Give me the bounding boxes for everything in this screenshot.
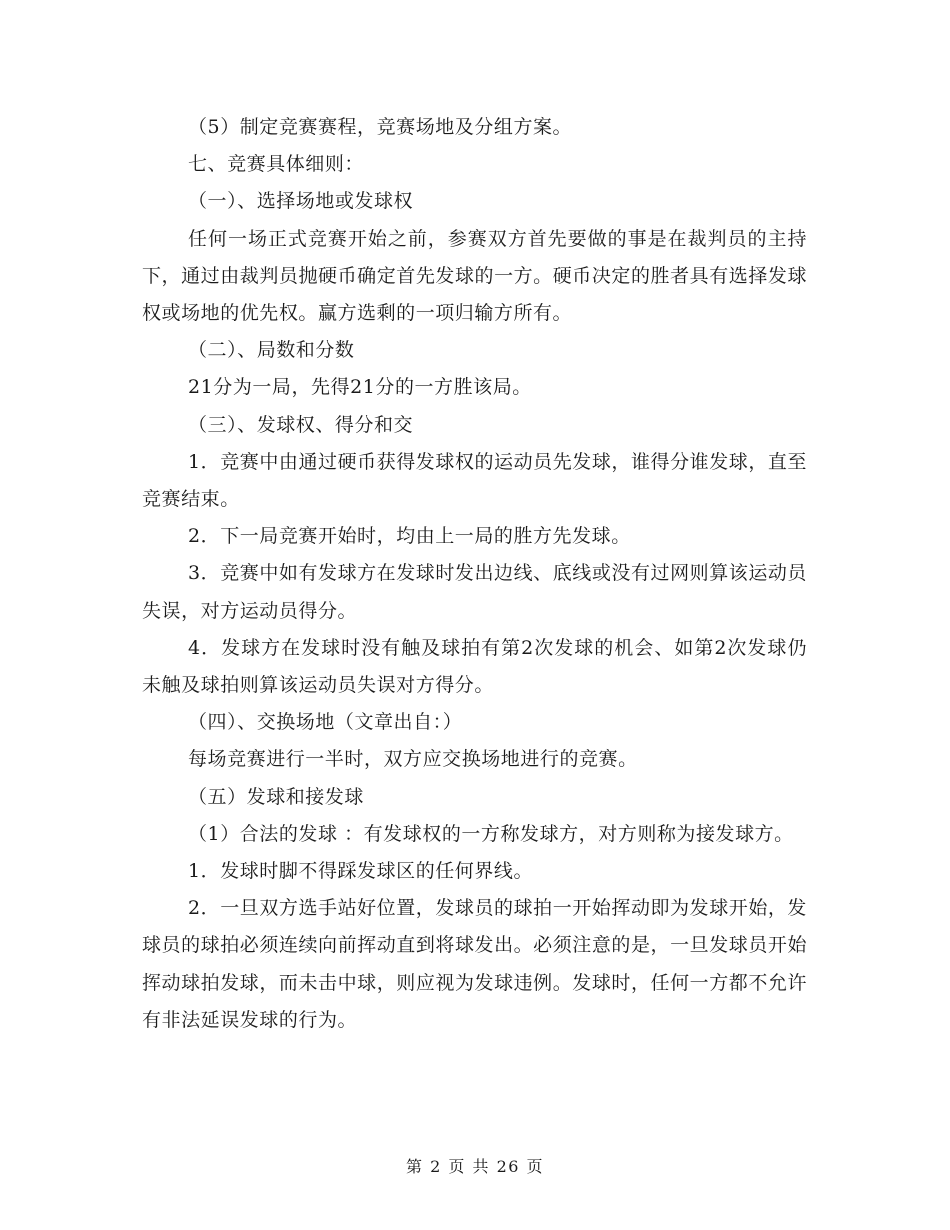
footer-label-total-unit: 页 bbox=[526, 1157, 545, 1176]
list-item-1: 1．竞赛中由通过硬币获得发球权的运动员先发球，谁得分谁发球，直至竞赛结束。 bbox=[142, 450, 807, 511]
list-item-serve-2: 2．一旦双方选手站好位置，发球员的球拍一开始挥动即为发球开始，发球员的球拍必须连续向前挥动直到将球发出。必须注意的是，一旦发球员开始挥动球拍发球，而未击中球，则应视为发球违例。发球时，任何一方都不允许有非法延误发球的行为。 bbox=[142, 897, 807, 1031]
list-item-2: 2．下一局竞赛开始时，均由上一局的胜方先发球。 bbox=[188, 525, 631, 548]
subheading-choose-side: （一）、选择场地或发球权 bbox=[188, 190, 414, 213]
section-heading-rules: 七、竞赛具体细则： bbox=[188, 153, 364, 176]
footer-total-pages: 26 bbox=[496, 1157, 520, 1176]
subheading-serve-score: （三）、发球权、得分和交 bbox=[188, 413, 414, 436]
paragraph-legal-serve: （1）合法的发球 ：有发球权的一方称发球方，对方则称为接发球方。 bbox=[188, 822, 794, 845]
page-footer bbox=[0, 1154, 950, 1177]
list-item-3: 3．竞赛中如有发球方在发球时发出边线、底线或没有过网则算该运动员失误，对方运动员得分。 bbox=[142, 562, 807, 622]
list-item-serve-1: 1．发球时脚不得踩发球区的任何界线。 bbox=[188, 860, 533, 883]
footer-label-page: 第 bbox=[405, 1157, 424, 1176]
footer-label-total: 共 bbox=[472, 1157, 490, 1176]
subheading-change-ends: （四）、交换场地（文章出自：） bbox=[188, 711, 463, 734]
subheading-serve-receive: （五）发球和接发球 bbox=[188, 785, 364, 808]
paragraph-21-points: 21分为一局，先得21分的一方胜该局。 bbox=[188, 376, 532, 399]
paragraph-coin-toss: 任何一场正式竞赛开始之前，参赛双方首先要做的事是在裁判员的主持下，通过由裁判员抛硬币确定首先发球的一方。硬币决定的胜者具有选择发球权或场地的优先权。赢方选剩的一项归输方所有。 bbox=[142, 227, 807, 325]
footer-current-page: 2 bbox=[430, 1157, 442, 1176]
document-body bbox=[142, 109, 807, 1039]
paragraph-change-ends: 每场竞赛进行一半时，双方应交换场地进行的竞赛。 bbox=[188, 748, 638, 771]
list-item-4: 4．发球方在发球时没有触及球拍有第2次发球的机会、如第2次发球仍未触及球拍则算该运动员失误对方得分。 bbox=[142, 636, 807, 697]
footer-label-page-unit: 页 bbox=[448, 1157, 466, 1176]
paragraph-schedule: （5）制定竞赛赛程，竞赛场地及分组方案。 bbox=[188, 116, 573, 138]
subheading-games-points: （二）、局数和分数 bbox=[188, 339, 355, 362]
